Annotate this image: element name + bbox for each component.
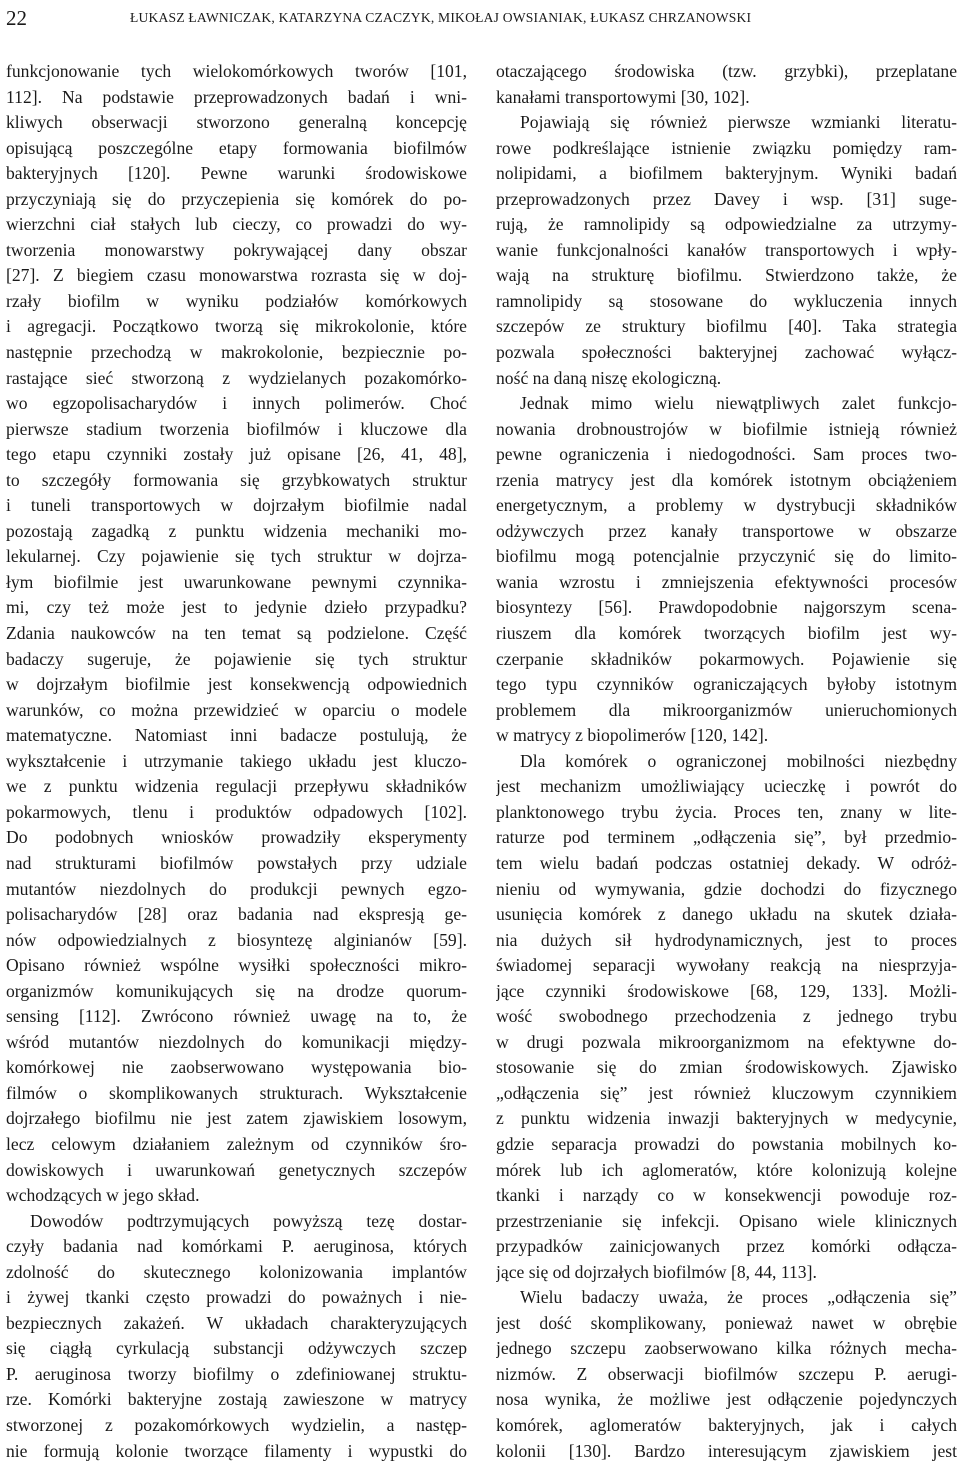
text-line: usunięcia komórek z danego układu na skutek działa-: [496, 904, 957, 925]
text-line: kolonii [130]. Bardzo interesującym zjawiskiem jest: [496, 1440, 957, 1461]
text-line: mórek lub ich aglomeratów, które kolonizują kolejne: [496, 1159, 957, 1180]
text-line: we z punktu widzenia regulacji przepływu składników: [6, 776, 467, 797]
text-line: tem wielu badań podczas ostatniej dekady. W odróż-: [496, 852, 957, 873]
text-line: czyły badania nad komórkami P. aeruginosa, których: [6, 1236, 467, 1257]
text-line: jest dość skomplikowany, ponieważ nawet w obrębie: [496, 1312, 957, 1333]
text-line: tworzenia monowarstwy pokrywającej dany obszar: [6, 239, 467, 260]
text-line: czerpanie składników pokarmowych. Pojawienie się: [496, 648, 957, 669]
text-line: problemem dla mikroorganizmów unieruchomionych: [496, 699, 957, 720]
text-line: przeprowadzonych przez Davey i wsp. [31] suge-: [496, 188, 957, 209]
text-line: riuszem dla komórek tworzących biofilm jest wy-: [496, 623, 957, 644]
text-line: P. aeruginosa tworzy biofilmy o zdefiniowanej struktu-: [6, 1363, 467, 1384]
text-line: pewne ograniczenia i niedogodności. Sam proces two-: [496, 444, 957, 465]
text-line: [27]. Z biegiem czasu monowarstwa rozrasta się w doj-: [6, 265, 467, 286]
text-line: rzenia matrycy jest dla komórek istotnym obciążeniem: [496, 469, 957, 490]
text-line: mi, czy też może jest to jedynie dzieło przypadku?: [6, 597, 467, 618]
text-line: matematyczne. Natomiast inni badacze postulują, że: [6, 725, 467, 746]
text-line: Opisano również wspólne wysiłki społeczności mikro-: [6, 955, 467, 976]
text-line: biosyntezy [56]. Prawdopodobnie najgorszym scena-: [496, 597, 957, 618]
text-line: wanie funkcjonalności kanałów transportowych i wpły-: [496, 239, 957, 260]
text-line: i tuneli transportowych w dojrzałym biofilmie nadal: [6, 495, 467, 516]
text-line: odżywczych przez kanały transportowe w obszarze: [496, 520, 957, 541]
text-line: Jednak mimo wielu niewątpliwych zalet funkcjo-: [520, 393, 957, 414]
text-line: pokarmowych, tlenu i produktów odpadowych [102].: [6, 801, 467, 822]
text-line: w dojrzałym biofilmie jest konsekwencją odpowiednich: [6, 674, 467, 695]
text-line: gdzie separacja prowadzi do powstania mobilnych ko-: [496, 1133, 957, 1154]
text-line: wchodzących w jego skład.: [6, 1185, 200, 1206]
text-line: Do podobnych wniosków prowadziły eksperymenty: [6, 827, 467, 848]
page-number: 22: [6, 6, 27, 30]
text-line: nieniu od wymywania, gdzie dochodzi do fizycznego: [496, 878, 957, 899]
text-line: Dla komórek o ograniczonej mobilności niezbędny: [520, 750, 957, 771]
text-line: przyczyniają się do przyczepienia się komórek do po-: [6, 188, 467, 209]
text-line: stworzonej z pozakomórkowych wydzielin, a następ-: [6, 1414, 467, 1435]
text-line: energetycznym, a problemy w dystrybucji składników: [496, 495, 957, 516]
text-line: Wielu badaczy uważa, że proces „odłączenia się”: [520, 1287, 957, 1308]
text-line: polisacharydów [28] oraz badania nad ekspresją ge-: [6, 904, 467, 925]
text-line: funkcjonowanie tych wielokomórkowych tworów [101,: [6, 61, 467, 81]
text-line: wierzchni ciał stałych lub cieczy, co prowadzi do wy-: [6, 214, 467, 235]
text-line: jednego szczepu zaobserwowano kilka różnych mecha-: [496, 1338, 957, 1359]
text-line: dojrzałego biofilmu nie jest zatem zjawiskiem losowym,: [6, 1108, 467, 1129]
text-line: Pojawiają się również pierwsze wzmianki literatu-: [520, 112, 957, 133]
text-line: wają na strukturę biofilmu. Stwierdzono także, że: [496, 265, 957, 286]
text-line: kliwych obserwacji stworzono generalną koncepcję: [6, 112, 467, 133]
text-line: rowe podkreślające istnienie związku pomiędzy ram-: [496, 137, 957, 158]
text-line: nie formują kolonie tworzące filamenty i wypustki do: [6, 1440, 467, 1461]
text-line: nad strukturami biofilmów powstałych przy udziale: [6, 852, 467, 873]
text-line: opisującą poszczególne etapy formowania biofilmów: [6, 137, 467, 158]
text-line: rzały biofilm w wyniku podziałów komórkowych: [6, 290, 467, 311]
text-line: badaczy sugeruje, że pojawienie się tych struktur: [6, 648, 467, 669]
text-line: Zdania naukowców na ten temat są podzielone. Część: [6, 623, 467, 644]
right-text-column: [496, 59, 957, 1464]
text-line: mutantów niezdolnych do produkcji pewnych egzo-: [6, 878, 467, 899]
text-line: nolipidami, a biofilmem bakteryjnym. Wyniki badań: [496, 163, 957, 184]
text-line: jące czynniki środowiskowe [68, 129, 133]. Możli-: [496, 980, 957, 1001]
text-line: rują, że ramnolipidy są odpowiedzialne za utrzymy-: [496, 214, 957, 235]
text-line: następnie przechodzą w makrokolonie, bezpiecznie po-: [6, 342, 467, 363]
text-line: szczepów ze struktury biofilmu [40]. Taka strategia: [496, 316, 957, 337]
text-line: wo egzopolisacharydów i innych polimerów. Choć: [6, 393, 467, 414]
text-line: 112]. Na podstawie przeprowadzonych badań i wni-: [6, 86, 467, 107]
text-line: nizmów. Z obserwacji biofilmów szczepu P. aerugi-: [496, 1363, 957, 1384]
text-line: nia dużych sił hydrodynamicznych, jest to proces: [496, 929, 957, 950]
text-line: tego etapu czynniki zostały już opisane [26, 41, 48],: [6, 444, 467, 465]
text-line: kanałami transportowymi [30, 102].: [496, 86, 750, 107]
text-line: warunków, co można przewidzieć w oparciu o modele: [6, 699, 467, 720]
text-line: organizmów komunikujących się na drodze quorum-: [6, 980, 467, 1001]
text-line: się ciągłą cyrkulacją substancji odżywczych szczep: [6, 1338, 467, 1359]
text-line: pozostają zagadką z punktu widzenia mechaniki mo-: [6, 520, 467, 541]
text-line: jest mechanizm umożliwiający ucieczkę i powrót do: [496, 776, 957, 797]
text-line: sensing [112]. Zwrócono również uwagę na to, że: [6, 1006, 467, 1027]
text-line: dowiskowych i uwarunkowań genetycznych szczepów: [6, 1159, 467, 1180]
text-line: nosa wynika, że możliwe jest odłączenie pojedynczych: [496, 1389, 957, 1410]
text-line: rze. Komórki bakteryjne zostają zawieszone w matrycy: [6, 1389, 467, 1410]
text-line: pierwsze stadium tworzenia biofilmów i kluczowe dla: [6, 418, 467, 439]
text-line: otaczającego środowiska (tzw. grzybki), przeplatane: [496, 61, 957, 81]
text-line: ność na daną niszę ekologiczną.: [496, 367, 722, 388]
text-line: tkanki i narządy co w konsekwencji powoduje roz-: [496, 1185, 957, 1206]
text-line: świadomej separacji wywołany reakcją na niesprzyja-: [496, 955, 957, 976]
text-line: to szczegóły formowania się grzybkowatych struktur: [6, 469, 467, 490]
text-line: wykształcenie i utrzymanie takiego układu jest kluczo-: [6, 750, 467, 771]
text-line: i agregacji. Początkowo tworzą się mikrokolonie, które: [6, 316, 467, 337]
text-line: biofilmu mogą potencjalnie przyczynić się do limito-: [496, 546, 957, 567]
text-line: i żywej tkanki często prowadzi do poważnych i nie-: [6, 1287, 467, 1308]
running-header: [6, 0, 954, 44]
text-line: w matrycy z biopolimerów [120, 142].: [496, 725, 769, 746]
text-line: pozwala społeczności bakteryjnej zachować wyłącz-: [496, 342, 957, 363]
text-line: wość swobodnego przechodzenia z jednego trybu: [496, 1006, 957, 1027]
text-line: przypadków zainicjowanych przez komórki odłącza-: [496, 1236, 957, 1257]
text-line: z punktu widzenia inwazji bakteryjnych w medycynie,: [496, 1108, 957, 1129]
text-line: lekularnej. Czy pojawienie się tych struktur w dojrza-: [6, 546, 467, 567]
text-line: wania wzrostu i zmniejszenia efektywności procesów: [496, 571, 957, 592]
text-line: Dowodów podtrzymujących powyższą tezę dostar-: [30, 1210, 467, 1231]
text-line: rastające sieć stworzoną z wydzielanych pozakomórko-: [6, 367, 467, 388]
text-line: lecz celowym działaniem zależnym od czynników śro-: [6, 1133, 467, 1154]
text-line: przestrzenianie się infekcji. Opisano wiele klinicznych: [496, 1210, 957, 1231]
text-line: ramnolipidy są stosowane do wykluczenia innych: [496, 290, 957, 311]
text-line: zdolność do skutecznego kolonizowania implantów: [6, 1261, 467, 1282]
text-line: bezpiecznych zakażeń. W układach charakteryzujących: [6, 1312, 467, 1333]
text-line: wśród mutantów niezdolnych do komunikacji między-: [6, 1031, 467, 1052]
text-line: łym biofilmie jest uwarunkowane pewnymi czynnika-: [6, 571, 467, 592]
text-line: stosowanie się do zmian środowiskowych. Zjawisko: [496, 1057, 957, 1078]
text-line: planktonowego trybu życia. Proces ten, znany w lite-: [496, 801, 957, 822]
text-line: nowania drobnoustrojów w biofilmie istnieją również: [496, 418, 957, 439]
text-line: jące się od dojrzałych biofilmów [8, 44, 113].: [496, 1261, 817, 1282]
text-line: komórek, aglomeratów bakteryjnych, jak i całych: [496, 1414, 957, 1435]
text-line: w drugi pozwala mikroorganizmom na efektywne do-: [496, 1031, 957, 1052]
text-line: raturze pod terminem „odłączenia się”, był przedmio-: [496, 827, 957, 848]
text-line: komórkowej nie zaobserwowano występowania bio-: [6, 1057, 467, 1078]
running-head-authors: ŁUKASZ ŁAWNICZAK, KATARZYNA CZACZYK, MIKOŁAJ OWSIANIAK, ŁUKASZ CHRZANOWSKI: [130, 10, 752, 25]
text-line: nów odpowiedzialnych z biosyntezę alginianów [59].: [6, 929, 467, 950]
left-text-column: [6, 59, 467, 1464]
text-line: bakteryjnych [120]. Pewne warunki środowiskowe: [6, 163, 467, 184]
text-line: filmów o skomplikowanych strukturach. Wykształcenie: [6, 1082, 467, 1103]
text-line: „odłączenia się” jest również kluczowym czynnikiem: [496, 1082, 957, 1103]
text-line: tego typu czynników ograniczających byłoby istotnym: [496, 674, 957, 695]
